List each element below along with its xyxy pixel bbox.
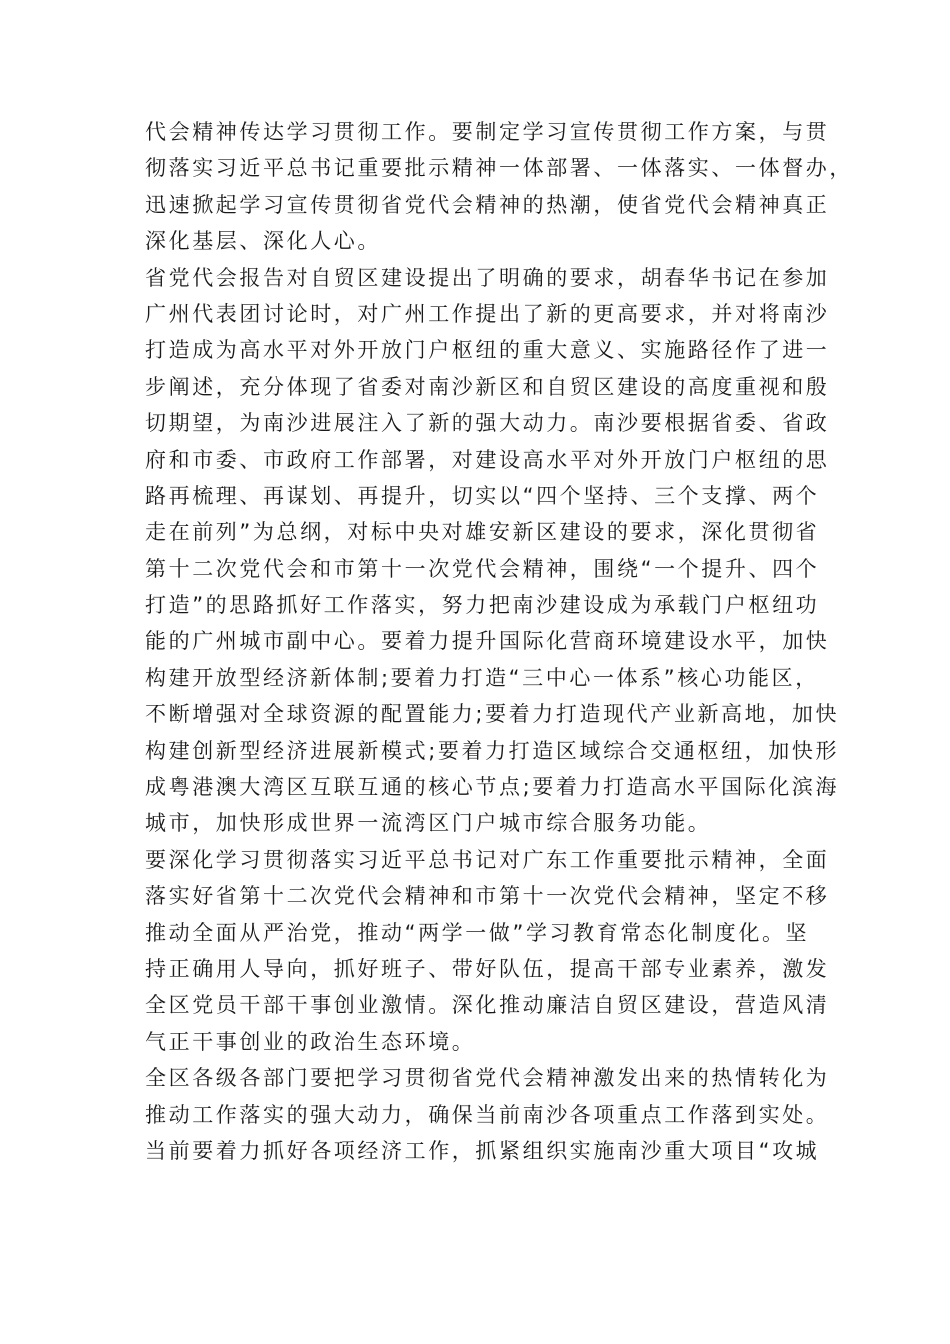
text-line: 代会精神传达学习贯彻工作。要制定学习宣传贯彻工作方案，与贯 [145,120,830,144]
text-line: 城市，加快形成世界一流湾区门户城市综合服务功能。 [145,811,712,836]
text-line: 全区各级各部门要把学习贯彻省党代会精神激发出来的热情转化为 [145,1066,830,1091]
text-line: 能的广州城市副中心。要着力提升国际化营商环境建设水平，加快 [145,629,830,654]
paragraph-3 [145,842,830,1060]
text-line: 成粤港澳大湾区互联互通的核心节点;要着力打造高水平国际化滨海 [145,775,840,800]
text-line: 不断增强对全球资源的配置能力;要着力打造现代产业新高地，加快 [145,702,840,727]
text-line: 走在前列”为总纲，对标中央对雄安新区建设的要求，深化贯彻省 [145,520,820,545]
text-line: 切期望，为南沙进展注入了新的强大动力。南沙要根据省委、省政 [145,411,830,436]
text-line: 推动全面从严治党，推动“两学一做”学习教育常态化制度化。坚 [145,920,810,945]
text-line: 广州代表团讨论时，对广州工作提出了新的更高要求，并对将南沙 [145,301,830,326]
text-line: 要深化学习贯彻落实习近平总书记对广东工作重要批示精神，全面 [145,847,830,872]
text-line: 推动工作落实的强大动力，确保当前南沙各项重点工作落到实处。 [145,1102,830,1127]
text-line: 气正干事创业的政治生态环境。 [145,1029,476,1054]
text-line: 深化基层、深化人心。 [145,229,381,254]
text-line: 省党代会报告对自贸区建设提出了明确的要求，胡春华书记在参加 [145,265,830,290]
text-line: 持正确用人导向，抓好班子、带好队伍，提高干部专业素养，激发 [145,956,830,981]
text-line: 步阐述，充分体现了省委对南沙新区和自贸区建设的高度重视和殷 [145,374,830,399]
text-line: 打造成为高水平对外开放门户枢纽的重大意义、实施路径作了进一 [145,338,830,363]
text-line: 落实好省第十二次党代会精神和市第十一次党代会精神，坚定不移 [145,884,830,909]
text-line: 构建开放型经济新体制;要着力打造“三中心一体系”核心功能区， [145,665,819,690]
paragraph-1 [145,114,853,260]
text-line: 第十二次党代会和市第十一次党代会精神，围绕“一个提升、四个 [145,556,820,581]
text-line: 路再梳理、再谋划、再提升，切实以“四个坚持、三个支撑、两个 [145,483,820,508]
text-line: 迅速掀起学习宣传贯彻省党代会精神的热潮，使省党代会精神真正 [145,192,830,217]
text-line: 打造”的思路抓好工作落实，努力把南沙建设成为承载门户枢纽功 [145,593,820,618]
text-line: 当前要着力抓好各项经济工作，抓紧组织实施南沙重大项目“攻城 [145,1138,820,1163]
paragraph-2 [145,260,840,842]
document-body [145,114,853,1169]
text-line: 彻落实习近平总书记重要批示精神一体部署、一体落实、一体督办， [145,156,853,181]
text-line: 构建创新型经济进展新模式;要着力打造区域综合交通枢纽，加快形 [145,738,840,763]
paragraph-4 [145,1060,830,1169]
text-line: 全区党员干部干事创业激情。深化推动廉洁自贸区建设，营造风清 [145,993,830,1018]
text-line: 府和市委、市政府工作部署，对建设高水平对外开放门户枢纽的思 [145,447,830,472]
